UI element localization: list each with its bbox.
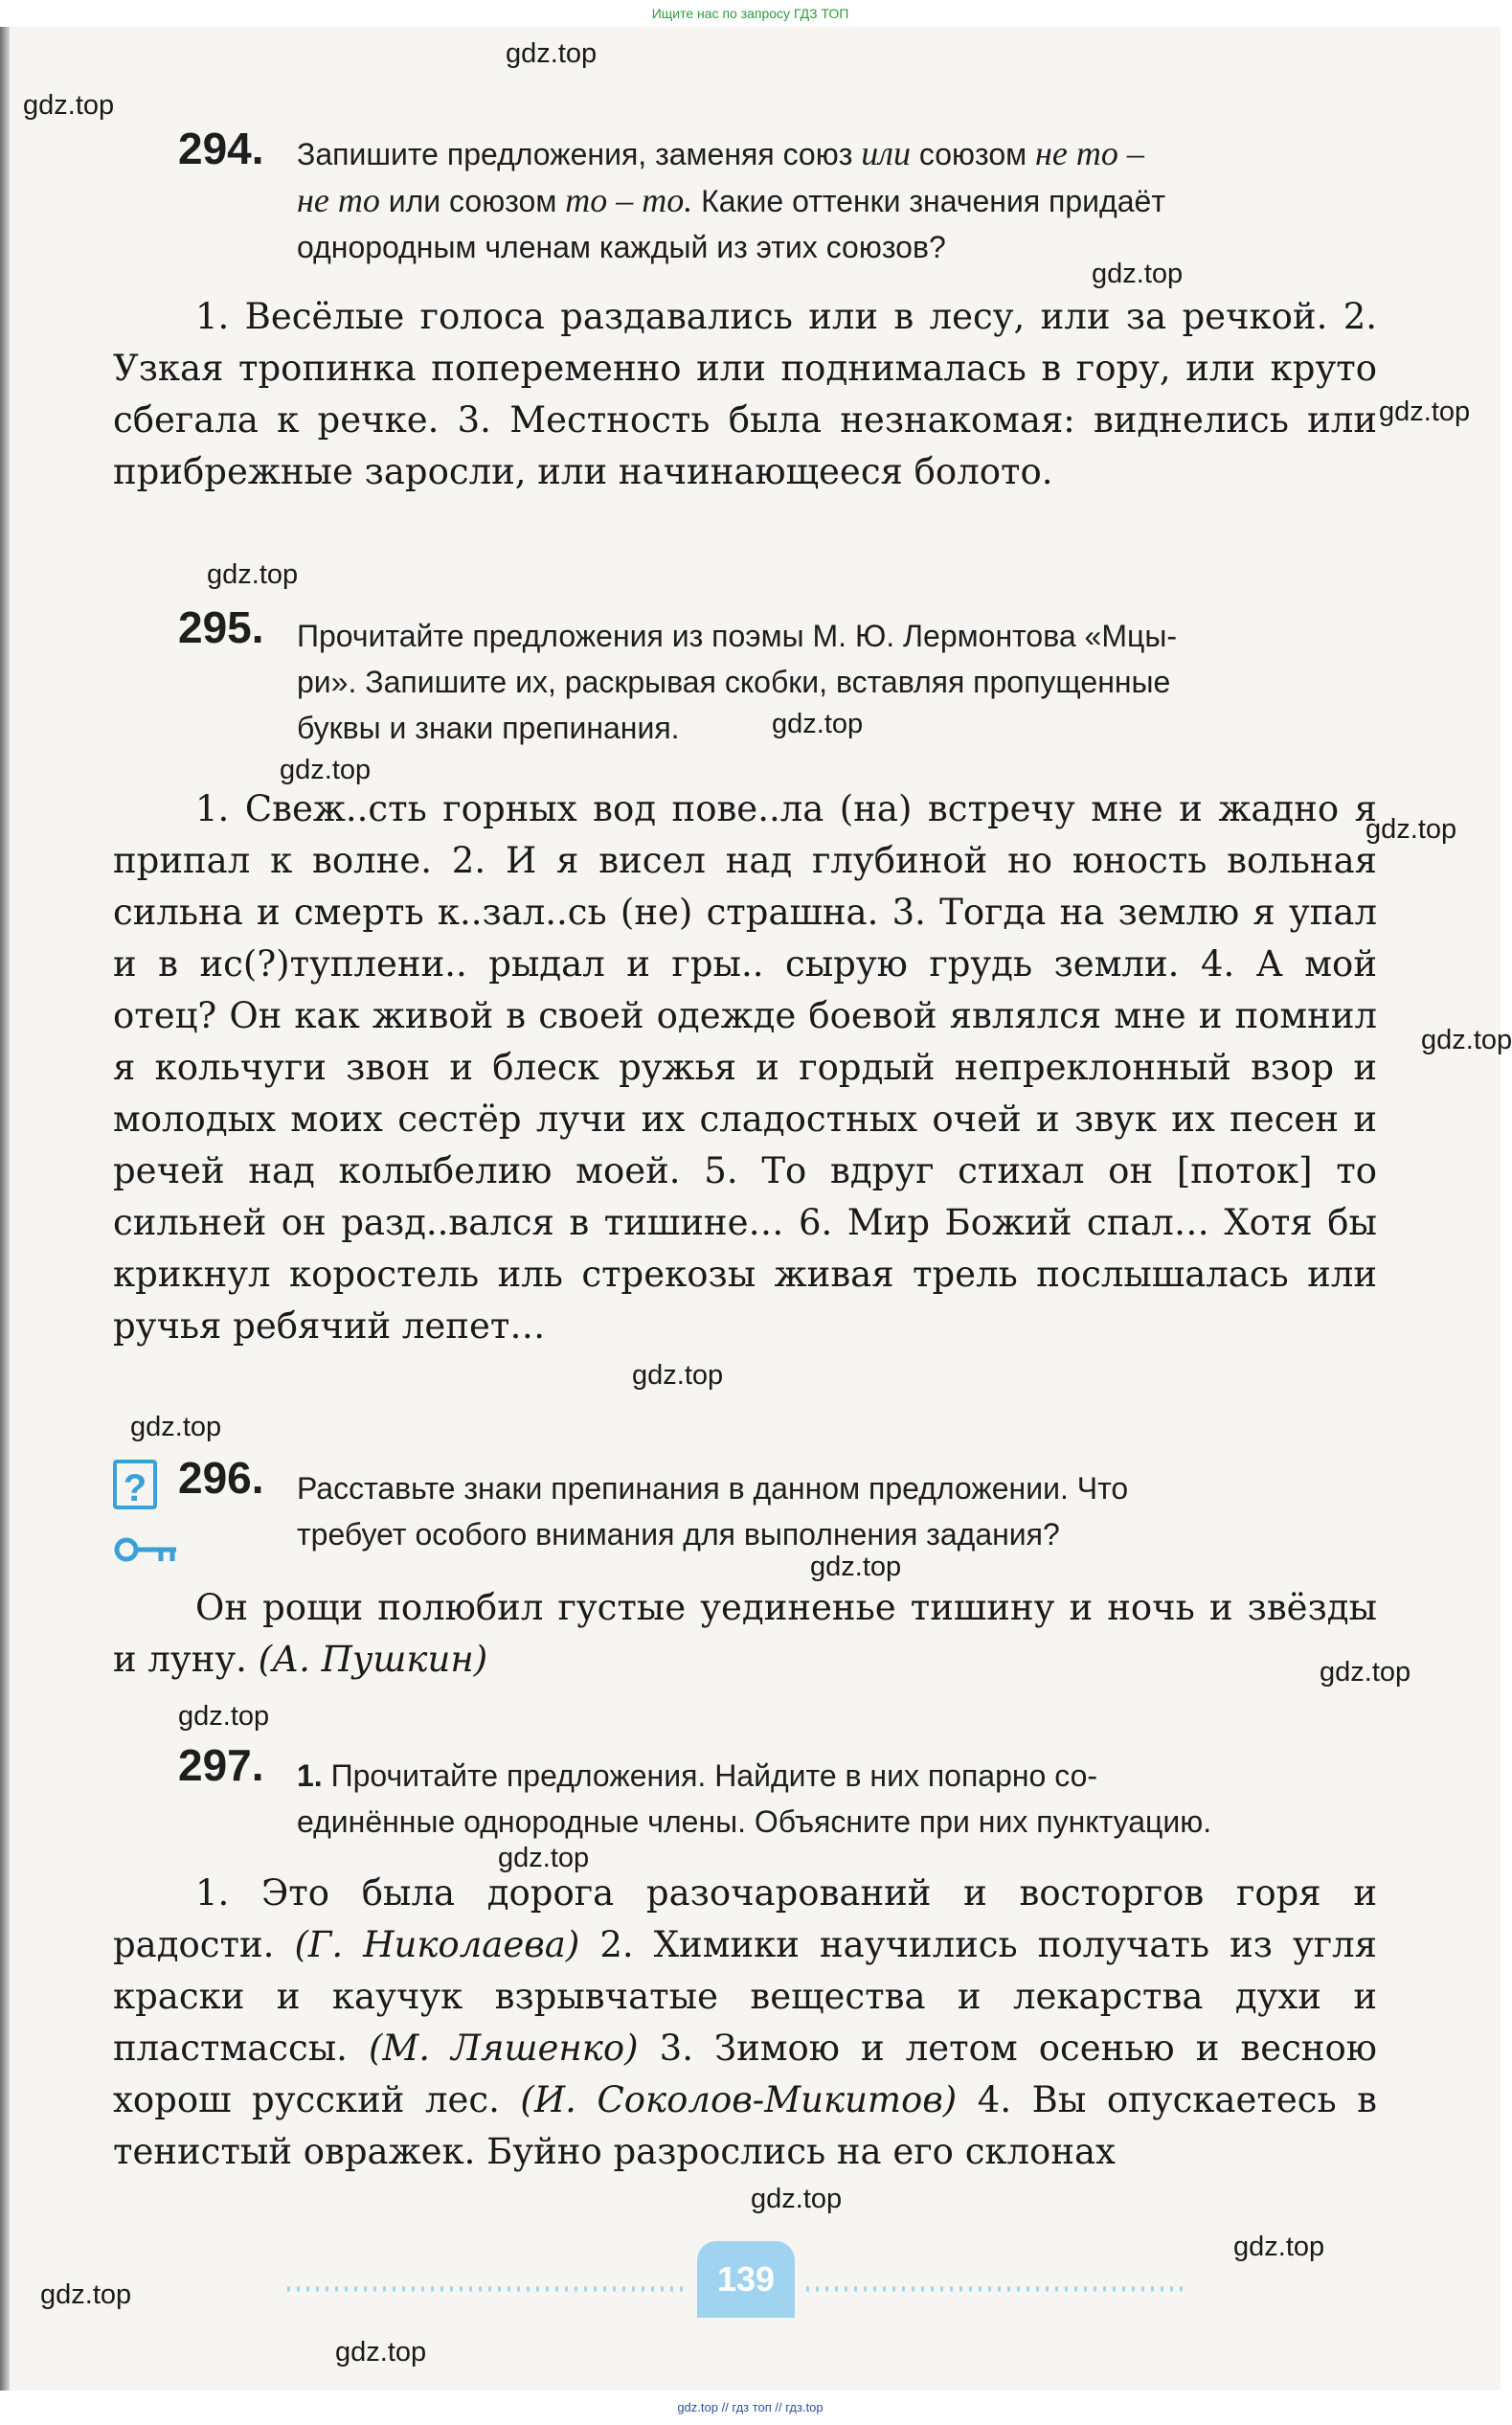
exercise-297-number: 297. xyxy=(178,1740,264,1790)
instr-294-part-2: союзом xyxy=(910,137,1036,171)
exercise-294-text xyxy=(113,291,1377,498)
instr-294-line-3: однородным членам каждый из этих союзов? xyxy=(297,230,946,264)
page-number: 139 xyxy=(716,2259,776,2299)
exercise-294-instruction xyxy=(297,130,1379,270)
watermark: gdz.top xyxy=(335,2337,427,2368)
watermark: gdz.top xyxy=(178,1701,270,1732)
instr-295-line-3: буквы и знаки препинания. xyxy=(297,711,680,745)
watermark: gdz.top xyxy=(810,1552,902,1582)
watermark: gdz.top xyxy=(23,90,115,121)
watermark: gdz.top xyxy=(498,1843,590,1873)
ex297-sentence-2: 2. Химики научились получать из угля краски и каучук взрывчатые вещества и лекарства духи и пластмассы. xyxy=(113,1924,1377,2069)
instr-294-part-4: Какие оттенки значения придаёт xyxy=(692,184,1165,218)
instr-294-ne-to-1: не то – xyxy=(1035,134,1144,172)
watermark: gdz.top xyxy=(1092,259,1184,289)
instr-295-line-2: ри». Запишите их, раскрывая скобки, вставляя пропущенные xyxy=(297,665,1171,699)
instr-294-part-1: Запишите предложения, заменяя союз xyxy=(297,137,862,171)
exercise-296-author: (А. Пушкин) xyxy=(258,1639,488,1680)
ex297-author-2: (М. Ляшенко) xyxy=(368,2028,639,2069)
ex297-sentence-3: 3. Зимою и летом осенью и весною хорош русский лес. xyxy=(113,2028,1378,2120)
watermark: gdz.top xyxy=(130,1412,222,1442)
instr-295-line-1: Прочитайте предложения из поэмы М. Ю. Лермонтова «Мцы- xyxy=(297,619,1177,653)
watermark: gdz.top xyxy=(506,38,598,69)
watermark: gdz.top xyxy=(1421,1025,1512,1055)
ex297-author-1: (Г. Николаева) xyxy=(294,1924,580,1965)
watermark: gdz.top xyxy=(1365,814,1457,845)
exercise-296-instruction xyxy=(297,1465,1379,1557)
exercise-296-sentence: Он рощи полюбил густые уединенье тишину и ночь и звёзды и луну. xyxy=(113,1587,1377,1680)
instr-297-line-1: Прочитайте предложения. Найдите в них попарно со- xyxy=(330,1758,1098,1793)
exercise-297-text xyxy=(113,1868,1377,2178)
footer-dotted-line-left xyxy=(287,2285,689,2293)
ex297-sentence-1: 1. Это была дорога разочарований и восторгов горя и радости. xyxy=(113,1872,1377,1965)
exercise-296-number: 296. xyxy=(178,1453,264,1503)
instr-294-part-3: или союзом xyxy=(379,184,566,218)
watermark: gdz.top xyxy=(751,2184,843,2214)
watermark: gdz.top xyxy=(280,755,372,785)
page-number-tab xyxy=(697,2241,795,2318)
watermark: gdz.top xyxy=(632,1360,724,1391)
exercise-295-text xyxy=(113,783,1377,1352)
exercise-297-sub-number: 1. xyxy=(297,1758,323,1793)
exercise-297-instruction xyxy=(297,1753,1379,1845)
top-banner[interactable] xyxy=(0,0,1501,27)
instr-296-line-1: Расставьте знаки препинания в данном предложении. Что xyxy=(297,1471,1129,1506)
watermark: gdz.top xyxy=(1233,2232,1325,2262)
bottom-banner[interactable] xyxy=(0,2391,1501,2425)
watermark: gdz.top xyxy=(1320,1657,1411,1688)
instr-294-ili: или xyxy=(861,134,911,172)
exercise-295-sentences: 1. Свеж..сть горных вод пове..ла (на) встречу мне и жадно я припал к волне. 2. И я висел над глубиной но юность вольная сильна и смерть к..зал..сь (не) страшна. 3. Тогда на землю я упал и в ис(?)туплени.. рыдал и гры.. сырую грудь земли. 4. А мой отец? Он как живой в своей одежде боевой являлся мне и помнил я кольчуги звон и блеск ружья и гордый непреклонный взор и молодых моих сестёр лучи их сладостных очей и звук их песен и речей над колыбелию моей. 5. То вдруг стихал он [поток] то сильней он разд..вался в тишине… 6. Мир Божий спал… Хотя бы крикнул коростель иль стрекозы живая трель послышалась или ручья ребячий лепет… xyxy=(113,788,1377,1347)
instr-294-to-to: то – то. xyxy=(565,181,693,219)
exercise-296-text xyxy=(113,1582,1377,1686)
instr-297-line-2: единённые однородные члены. Объясните при них пунктуацию. xyxy=(297,1804,1212,1839)
top-banner-text[interactable]: Ищите нас по запросу ГДЗ ТОП xyxy=(651,6,849,21)
page-edge xyxy=(0,27,10,2391)
question-mark-icon: ? xyxy=(113,1460,157,1509)
watermark: gdz.top xyxy=(772,709,864,739)
watermark: gdz.top xyxy=(40,2279,132,2310)
exercise-295-number: 295. xyxy=(178,602,264,652)
watermark: gdz.top xyxy=(1379,397,1471,427)
bottom-banner-text[interactable]: gdz.top // гдз топ // гдз.top xyxy=(677,2400,824,2414)
exercise-294-number: 294. xyxy=(178,124,264,173)
footer-dotted-line-right xyxy=(806,2285,1189,2293)
instr-294-ne-to-2: не то xyxy=(297,181,380,219)
exercise-294-sentences: 1. Весёлые голоса раздавались или в лесу, или за речкой. 2. Узкая тропинка попеременно или поднималась в гору, или круто сбегала к речке. 3. Местность была незнакомая: виднелись или прибрежные заросли, или начинающееся болото. xyxy=(113,296,1377,492)
instr-296-line-2: требует особого внимания для выполнения задания? xyxy=(297,1517,1060,1552)
watermark: gdz.top xyxy=(207,559,299,590)
key-icon xyxy=(113,1532,180,1567)
ex297-sentence-4: 4. Вы опускаетесь в тенистый овражек. Буйно разрослись на его склонах xyxy=(113,2079,1378,2172)
ex297-author-3: (И. Соколов-Микитов) xyxy=(520,2079,958,2120)
